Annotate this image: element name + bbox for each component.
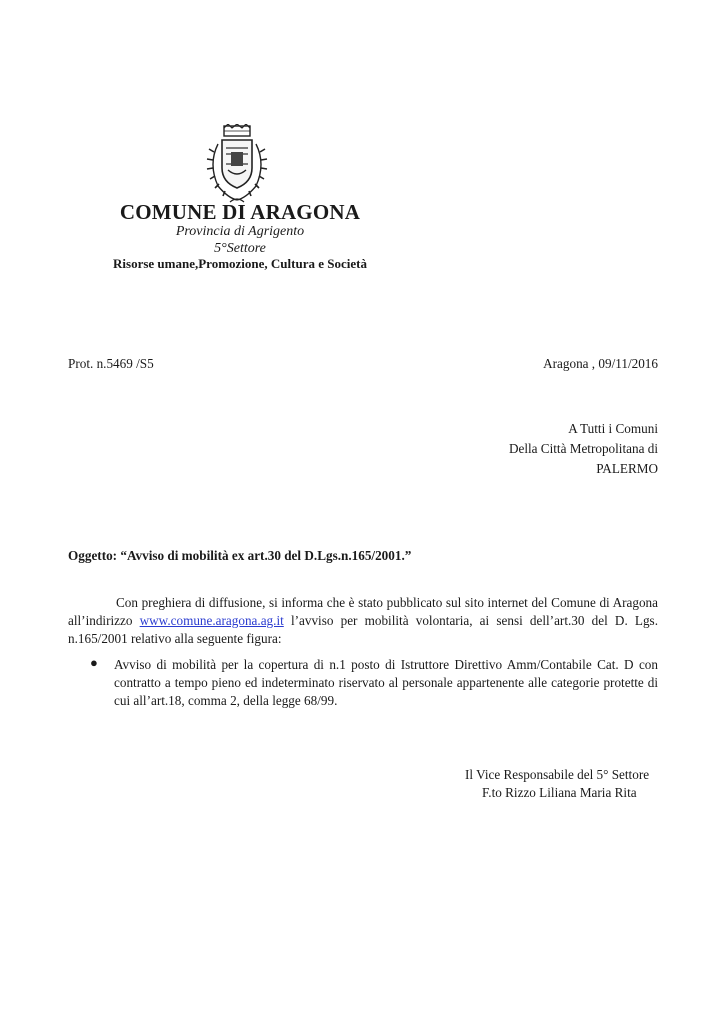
bullet-icon: ● [90, 655, 98, 670]
signature-name: F.to Rizzo Liliana Maria Rita [482, 785, 637, 800]
body-paragraph [68, 594, 658, 648]
recipient-line-2: Della Città Metropolitana di [508, 441, 658, 456]
signature-role: Il Vice Responsabile del 5° Settore [465, 767, 650, 782]
coat-of-arms-icon [204, 124, 270, 208]
recipient-line-1: A Tutti i Comuni [568, 421, 658, 436]
sector-subtitle: 5°Settore [214, 241, 266, 256]
place-date: Aragona , 09/11/2016 [543, 356, 658, 371]
protocol-number: Prot. n.5469 /S5 [68, 356, 154, 371]
municipality-title: COMUNE DI ARAGONA [119, 200, 361, 224]
body-intro-continuation: l’avviso per mobilità volontaria, ai sensi dell’art.30 del D. Lgs. n.165/2001 relativo alla seguente figura: [68, 613, 658, 646]
website-link[interactable]: www.comune.aragona.ag.it [139, 613, 284, 628]
province-subtitle: Provincia di Agrigento [175, 224, 305, 239]
department-subtitle: Risorse umane,Promozione, Cultura e Società [113, 256, 367, 271]
recipient-line-3: PALERMO [596, 461, 658, 476]
subject-line: Oggetto: “Avviso di mobilità ex art.30 del D.Lgs.n.165/2001.” [68, 548, 412, 563]
bullet-item-text: Avviso di mobilità per la copertura di n.1 posto di Istruttore Direttivo Amm/Contabile Cat. D con contratto a tempo pieno ed indeterminato riservato al personale appartenente alle categorie protette di cui all’art.18, comma 2, della legge 68/99. [114, 657, 658, 708]
body-intro-text: Con preghiera di diffusione, si informa che è stato pubblicato sul sito internet del Comune di Aragona all’indirizzo [68, 595, 658, 628]
